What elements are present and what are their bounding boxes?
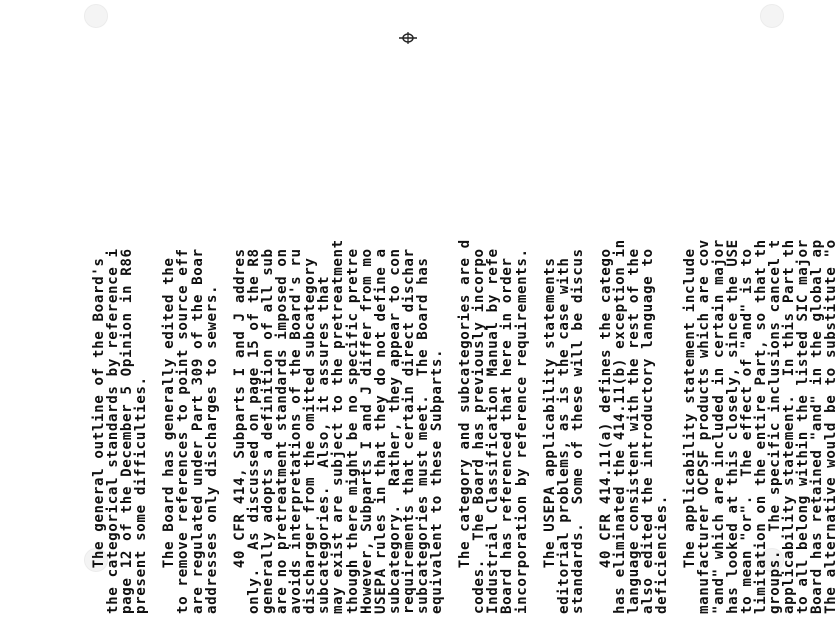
text-line: addresses only discharges to sewers. [203, 284, 220, 614]
text-line: only. As discussed on page 15 of the R8 [245, 248, 262, 614]
text-line: avoids interpretations of the Board's ru [288, 248, 305, 614]
text-line: standards. Some of these will be discus [569, 248, 586, 614]
paragraph [543, 84, 585, 614]
text-line: editorial problems, as is the case with [555, 257, 572, 614]
text-line: 40 CFR 414, Subparts I and J addres [231, 248, 248, 614]
paragraph [683, 84, 838, 614]
text-line: to mean "or". The effect of "and" is to [738, 248, 755, 614]
text-line: codes. The Board has previously incorpo [471, 248, 488, 614]
text-line: discharger from the omitted subcategory [302, 257, 319, 614]
text-line: incorporation by reference requirements. [513, 248, 530, 614]
text-line: to remove references to point source eff [175, 248, 192, 614]
text-line: equivalent to these Subparts. [429, 348, 446, 614]
text-line: The alternative would be to substitute "o [823, 239, 839, 614]
paragraph [233, 84, 444, 614]
text-line: The general outline of the Board's [91, 257, 107, 614]
text-line: to all belong within the listed SIC major [795, 239, 812, 614]
text-line: However, Subparts I and J differ from mo [358, 248, 375, 614]
text-line: subcategory. Rather, they appear to con [386, 248, 403, 614]
text-line: subcategories must meet. The Board has [414, 257, 431, 614]
text-line: The Board has generally edited the [161, 257, 178, 614]
text-line: also edited the introductory language to [640, 248, 657, 614]
text-line: Industrial Classification Manual by refe [485, 248, 502, 614]
text-line: groups. The specific inclusions cancel t [766, 239, 783, 614]
text-line: are no pretreatment standards imposed on [274, 248, 291, 614]
text-line: deficiencies. [654, 495, 671, 614]
text-line: manufacturer OCPSF products which are cov [696, 239, 713, 614]
text-line: Board has retained "and" in the global ap [809, 239, 826, 614]
text-line: present some difficulties. [133, 376, 150, 614]
text-line: page 12 of the December 5 Opinion in R86 [119, 248, 136, 614]
rotated-text-frame [91, 84, 839, 614]
text-line: "and" which are included in certain major [710, 239, 727, 614]
text-line: Board has referenced that here in order [499, 257, 516, 614]
corner-shadow-mark [760, 4, 784, 28]
paragraph [162, 84, 218, 614]
text-line: has eliminated the 414.11(b) exception in [612, 239, 628, 614]
paragraph [599, 84, 669, 614]
text-line: may exist are subject to the pretreatment [330, 239, 347, 614]
text-line: language consistent with the rest of the [626, 248, 643, 614]
corner-shadow-mark [84, 4, 108, 28]
text-line: limitation on the entire Part, so that th [752, 239, 769, 614]
text-line: has looked at this closely, since the USE [724, 239, 741, 614]
text-line: though there might be no specific pretre [344, 248, 361, 614]
text-line: The applicability statement include [682, 248, 699, 614]
text-line: The category and subcategories are d [457, 239, 474, 614]
paragraph [458, 84, 528, 614]
text-line: applicability statement. In this Part th [781, 239, 798, 614]
text-line: subcategories. Also, it assures that [316, 275, 333, 614]
text-line: the categorical standards by reference i [105, 248, 122, 614]
text-line: 40 CFR 414.11(a) defines the catego [597, 248, 614, 614]
text-line: The USEPA applicability statements [541, 257, 558, 614]
text-line: are regulated under Part 309 of the Boar [189, 248, 206, 614]
text-line: requirements that certain direct dischar [400, 248, 417, 614]
paragraph [92, 84, 148, 614]
text-line: generally adopts a definition of all sub [259, 248, 276, 614]
body-text [91, 84, 839, 614]
text-line: USEPA rules in that they do not define a [372, 248, 389, 614]
binding-hole-mark [398, 30, 418, 46]
